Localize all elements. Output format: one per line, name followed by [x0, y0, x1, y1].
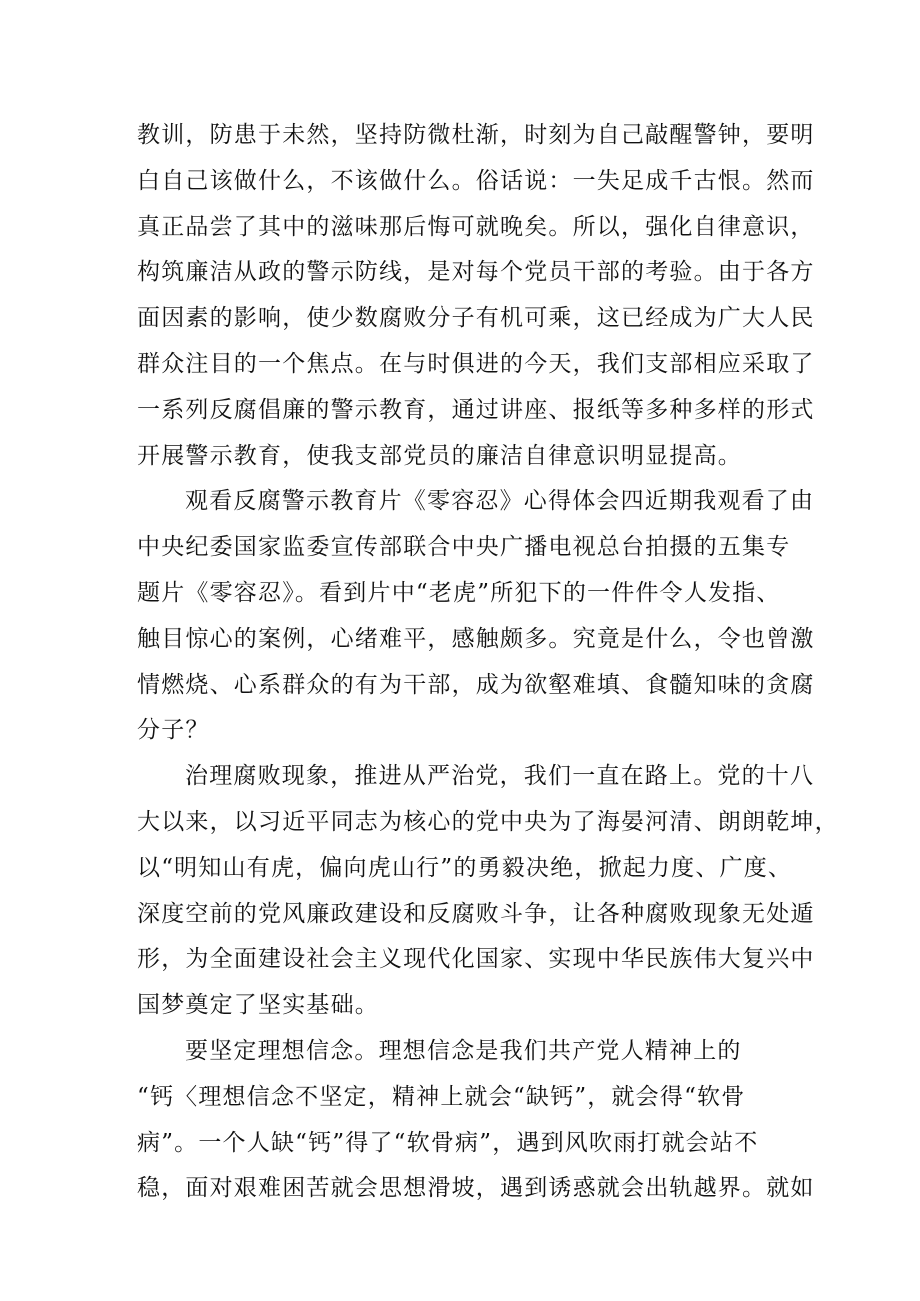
text-line: 白自己该做什么，不该做什么。俗话说：一失足成千古恨。然而	[137, 167, 815, 194]
text-line: 开展警示教育，使我支部党员的廉洁自律意识明显提高。	[137, 442, 742, 469]
paragraph-first-line: 观看反腐警示教育片《零容忍》心得体会四近期我观看了由	[185, 488, 815, 515]
text-line: 形，为全面建设社会主义现代化国家、实现中华民族伟大复兴中	[137, 946, 815, 973]
text-line: 大以来，以习近平同志为核心的党中央为了海晏河清、朗朗乾坤，	[137, 808, 839, 835]
text-line: 群众注目的一个焦点。在与时俱进的今天，我们支部相应采取了	[137, 350, 815, 377]
paragraph-first-line: 治理腐败现象，推进从严治党，我们一直在路上。党的十八	[185, 763, 815, 790]
text-line: 情燃烧、心系群众的有为干部，成为欲壑难填、食髓知味的贪腐	[137, 671, 815, 698]
text-line: 以“明知山有虎，偏向虎山行”的勇毅决绝，掀起力度、广度、	[137, 854, 793, 881]
text-line: 稳，面对艰难困苦就会思想滑坡，遇到诱惑就会出轨越界。就如	[137, 1175, 815, 1202]
text-line: 触目惊心的案例，心绪难平，感触颇多。究竟是什么，令也曾激	[137, 625, 815, 652]
text-line: 教训，防患于未然，坚持防微杜渐，时刻为自己敲醒警钟，要明	[137, 122, 815, 148]
text-line: 国梦奠定了坚实基础。	[137, 992, 379, 1019]
document-body	[137, 113, 839, 1212]
text-line: 面因素的影响，使少数腐败分子有机可乘，这已经成为广大人民	[137, 305, 815, 332]
text-line: 一系列反腐倡廉的警示教育，通过讲座、报纸等多种多样的形式	[137, 396, 815, 423]
text-line: 真正品尝了其中的滋味那后悔可就晚矣。所以，强化自律意识，	[137, 213, 815, 240]
text-line: 中央纪委国家监委宣传部联合中央广播电视总台拍摄的五集专	[137, 534, 791, 561]
text-line: 深度空前的党风廉政建设和反腐败斗争，让各种腐败现象无处遁	[137, 900, 815, 927]
text-line: 题片《零容忍》。看到片中“老虎”所犯下的一件件令人发指、	[137, 579, 781, 606]
text-line: 构筑廉洁从政的警示防线，是对每个党员干部的考验。由于各方	[137, 259, 815, 286]
text-line: “钙〈理想信念不坚定，精神上就会“缺钙”，就会得“软骨	[137, 1083, 746, 1110]
text-line: 病”。一个人缺“钙”得了“软骨病”，遇到风吹雨打就会站不	[137, 1129, 759, 1156]
text-line: 分子？	[137, 717, 210, 744]
paragraph-first-line: 要坚定理想信念。理想信念是我们共产党人精神上的	[185, 1037, 742, 1064]
